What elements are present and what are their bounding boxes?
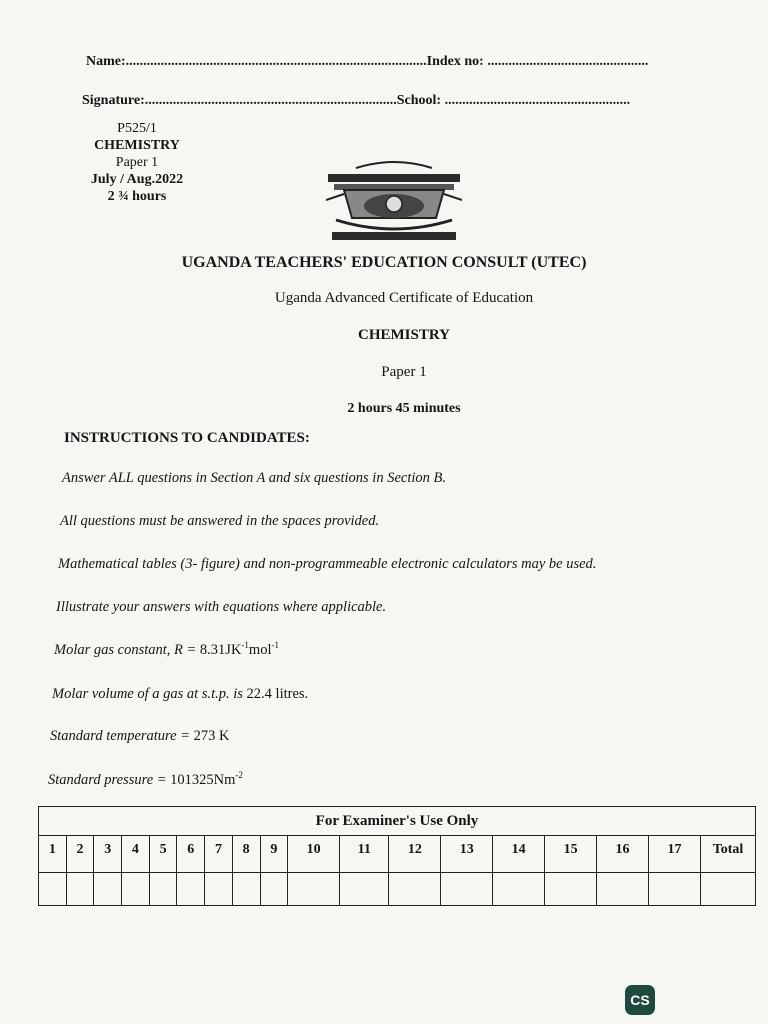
score-cell	[288, 873, 340, 906]
gas-constant-line	[54, 640, 279, 659]
score-cell	[177, 873, 205, 906]
total-score-cell	[701, 873, 756, 906]
score-cell	[545, 873, 597, 906]
score-cell	[232, 873, 260, 906]
molar-volume-line	[52, 686, 308, 703]
subject-title: CHEMISTRY	[358, 327, 450, 343]
question-number-cell: 11	[340, 836, 389, 873]
standard-pressure-line	[48, 770, 243, 789]
gas-constant-exponent: -1	[241, 640, 249, 650]
question-number-cell: 5	[149, 836, 177, 873]
instruction-item: Illustrate your answers with equations where applicable.	[56, 599, 387, 615]
paper-number: Paper 1	[115, 155, 159, 170]
question-number-cell: 9	[260, 836, 288, 873]
score-cell	[340, 873, 389, 906]
gas-constant-unit-exponent: -1	[271, 640, 279, 650]
score-cell	[260, 873, 288, 906]
duration-title: 2 hours 45 minutes	[347, 401, 461, 416]
camscanner-badge-icon[interactable]: CS	[625, 985, 655, 1015]
examiner-score-table	[38, 806, 756, 906]
score-cell	[441, 873, 493, 906]
score-cell	[205, 873, 233, 906]
question-number-cell: 10	[288, 836, 340, 873]
paper-date: July / Aug.2022	[90, 172, 184, 187]
paper-subject: CHEMISTRY	[94, 138, 180, 153]
question-number-cell: 4	[122, 836, 150, 873]
gas-constant-unit: mol	[248, 641, 272, 658]
paper-title: Paper 1	[381, 364, 427, 380]
instruction-item: Mathematical tables (3- figure) and non-programmeable electronic calculators may be used.	[58, 556, 597, 572]
score-cell	[66, 873, 94, 906]
signature-school-line: Signature:........................................................................School: .....................................................	[82, 93, 631, 108]
question-number-cell: 6	[177, 836, 205, 873]
molar-volume-value: 22.4 litres.	[246, 686, 309, 702]
score-cell	[389, 873, 441, 906]
question-number-cell: 12	[389, 836, 441, 873]
question-number-cell: 16	[597, 836, 649, 873]
molar-volume-label: Molar volume of a gas at s.t.p. is	[52, 686, 247, 702]
examiner-table-heading: For Examiner's Use Only	[39, 807, 756, 836]
gas-constant-value: 8.31JK	[199, 641, 242, 658]
standard-temperature-label: Standard temperature =	[50, 728, 194, 744]
score-cell	[149, 873, 177, 906]
score-cell	[94, 873, 122, 906]
question-number-cell: 8	[232, 836, 260, 873]
question-number-cell: 2	[66, 836, 94, 873]
question-number-cell: 15	[545, 836, 597, 873]
question-number-cell: 7	[205, 836, 233, 873]
paper-info-block	[72, 120, 202, 205]
question-number-cell: 17	[648, 836, 700, 873]
instruction-item: All questions must be answered in the spaces provided.	[60, 513, 380, 529]
instruction-item: Answer ALL questions in Section A and six questions in Section B.	[62, 470, 446, 486]
score-cell	[493, 873, 545, 906]
school-crest-logo	[326, 160, 462, 251]
question-number-cell: 3	[94, 836, 122, 873]
organization-title: UGANDA TEACHERS' EDUCATION CONSULT (UTEC)	[181, 254, 587, 271]
certificate-title: Uganda Advanced Certificate of Education	[274, 290, 534, 306]
instructions-heading: INSTRUCTIONS TO CANDIDATES:	[64, 430, 310, 446]
question-number-cell: 1	[39, 836, 67, 873]
standard-temperature-value: 273 K	[193, 728, 230, 744]
score-entry-row	[39, 873, 756, 906]
score-cell	[39, 873, 67, 906]
question-number-row	[39, 836, 756, 873]
name-index-line: Name:......................................................................................Index no: ..............................................	[86, 54, 649, 69]
score-cell	[648, 873, 700, 906]
score-cell	[122, 873, 150, 906]
standard-pressure-value: 101325Nm	[170, 771, 236, 788]
standard-pressure-label: Standard pressure =	[48, 771, 171, 788]
paper-duration: 2 ¾ hours	[107, 189, 167, 204]
standard-pressure-exponent: -2	[235, 770, 243, 780]
question-number-cell: 13	[441, 836, 493, 873]
paper-code: P525/1	[117, 121, 157, 136]
total-header-cell: Total	[701, 836, 756, 873]
question-number-cell: 14	[493, 836, 545, 873]
score-cell	[597, 873, 649, 906]
standard-temperature-line	[50, 728, 230, 745]
gas-constant-label: Molar gas constant, R =	[54, 641, 200, 658]
